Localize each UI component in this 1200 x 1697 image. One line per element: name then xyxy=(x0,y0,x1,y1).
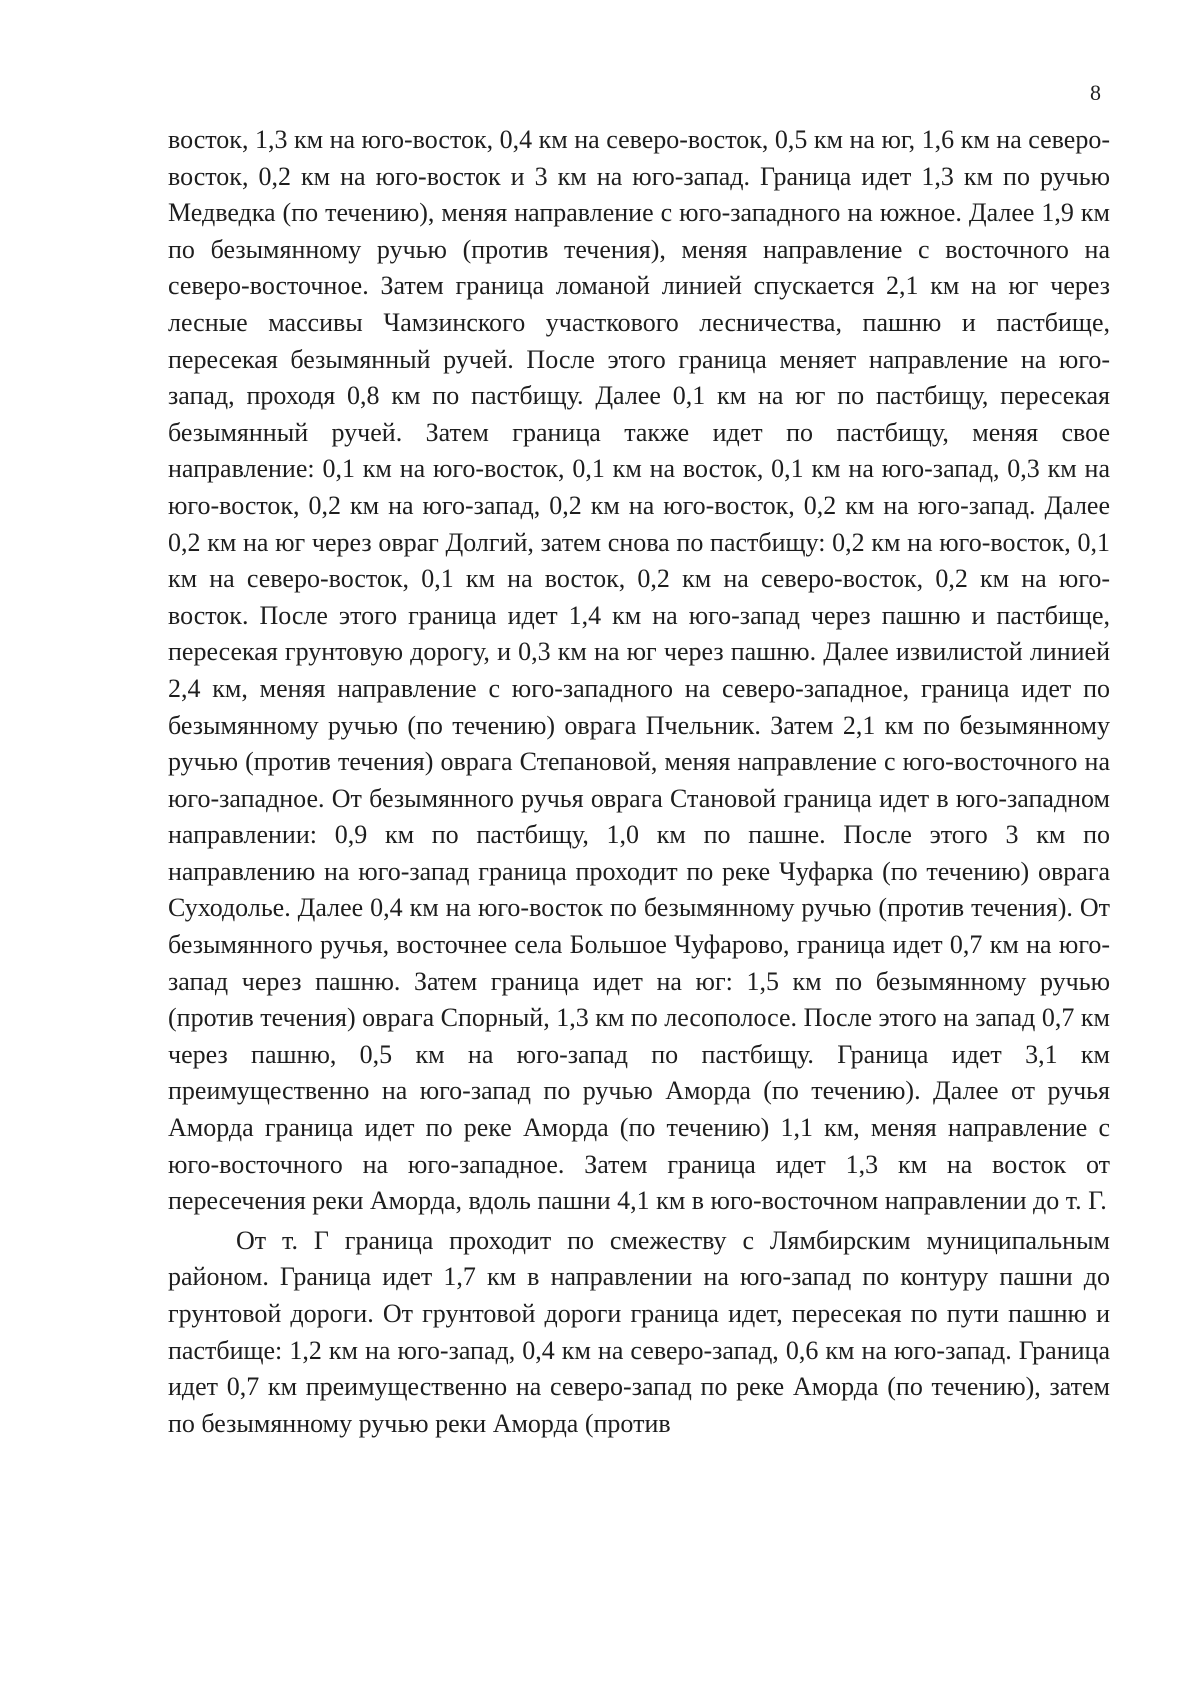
document-body xyxy=(168,122,1110,1442)
paragraph-lyambirsky-boundary: От т. Г граница проходит по смежеству с Лямбирским муниципальным районом. Граница идет 1,7 км в направлении на юго-запад по контуру пашни до грунтовой дороги. От грунтовой дороги граница идет, пересекая по пути пашню и пастбище: 1,2 км на юго-запад, 0,4 км на северо-запад, 0,6 км на юго-запад. Граница идет 0,7 км преимущественно на северо-запад по реке Аморда (по течению), затем по безымянному ручью реки Аморда (против xyxy=(168,1225,1110,1438)
page-number: 8 xyxy=(1090,80,1101,105)
paragraph-boundary-description: восток, 1,3 км на юго-восток, 0,4 км на северо-восток, 0,5 км на юг, 1,6 км на северо-восток, 0,2 км на юго-восток и 3 км на юго-запад. Граница идет 1,3 км по ручью Медведка (по течению), меняя направление с юго-западного на южное. Далее 1,9 км по безымянному ручью (против течения), меняя направление с восточного на северо-восточное. Затем граница ломаной линией спускается 2,1 км на юг через лесные массивы Чамзинского участкового лесничества, пашню и пастбище, пересекая безымянный ручей. После этого граница меняет направление на юго-запад, проходя 0,8 км по пастбищу. Далее 0,1 км на юг по пастбищу, пересекая безымянный ручей. Затем граница также идет по пастбищу, меняя свое направление: 0,1 км на юго-восток, 0,1 км на восток, 0,1 км на юго-запад, 0,3 км на юго-восток, 0,2 км на юго-запад, 0,2 км на юго-восток, 0,2 км на юго-запад. Далее 0,2 км на юг через овраг Долгий, затем снова по пастбищу: 0,2 км на юго-восток, 0,1 км на северо-восток, 0,1 км на восток, 0,2 км на северо-восток, 0,2 км на юго-восток. После этого граница идет 1,4 км на юго-запад через пашню и пастбище, пересекая грунтовую дорогу, и 0,3 км на юг через пашню. Далее извилистой линией 2,4 км, меняя направление с юго-западного на северо-западное, граница идет по безымянному ручью (по течению) оврага Пчельник. Затем 2,1 км по безымянному ручью (против течения) оврага Степановой, меняя направление с юго-восточного на юго-западное. От безымянного ручья оврага Становой граница идет в юго-западном направлении: 0,9 км по пастбищу, 1,0 км по пашне. После этого 3 км по направлению на юго-запад граница проходит по реке Чуфарка (по течению) оврага Суходолье. Далее 0,4 км на юго-восток по безымянному ручью (против течения). От безымянного ручья, восточнее села Большое Чуфарово, граница идет 0,7 км на юго-запад через пашню. Затем граница идет на юг: 1,5 км по безымянному ручью (против течения) оврага Спорный, 1,3 км по лесополосе. После этого на запад 0,7 км через пашню, 0,5 км на юго-запад по пастбищу. Граница идет 3,1 км преимущественно на юго-запад по ручью Аморда (по течению). Далее от ручья Аморда граница идет по реке Аморда (по течению) 1,1 км, меняя направление с юго-восточного на юго-западное. Затем граница идет 1,3 км на восток от пересечения реки Аморда, вдоль пашни 4,1 км в юго-восточном направлении до т. Г. xyxy=(168,125,1110,1216)
